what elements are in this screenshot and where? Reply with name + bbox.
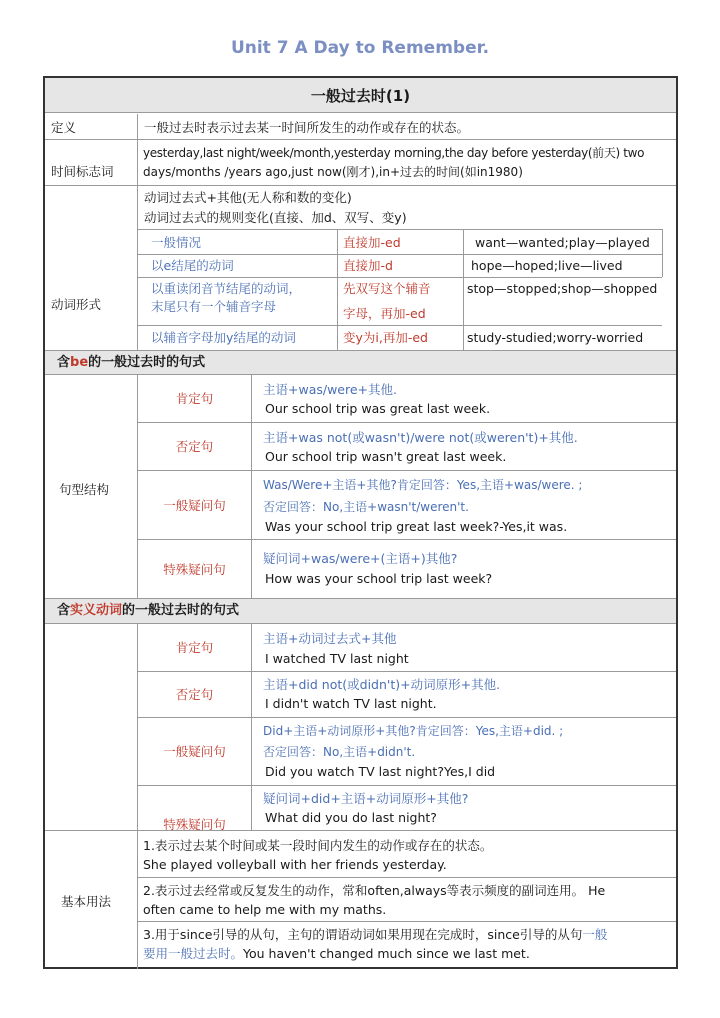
verb-rule-e-ending: 直接加-d: [343, 258, 393, 273]
verb-type-regular: 一般情况: [151, 235, 202, 250]
verb-kind-affirmative: 肯定句: [175, 640, 214, 655]
be-formula-affirmative: 主语+was/were+其他.: [263, 382, 397, 397]
verb-type-double-line1: 以重读闭音节结尾的动词，: [151, 281, 302, 296]
be-example-affirmative: Our school trip was great last week.: [265, 401, 491, 416]
verb-kind-special-question: 特殊疑问句: [163, 816, 226, 832]
verb-rule-double-line2: 字母，再加-ed: [343, 306, 426, 321]
verb-forms-intro1: 动词过去式+其他(无人称和数的变化): [144, 190, 352, 205]
verb-example-double: stop—stopped;shop—shopped: [467, 281, 658, 296]
be-example-negative: Our school trip wasn't great last week.: [265, 449, 507, 464]
verb-type-e-ending: 以e结尾的动词: [151, 258, 234, 273]
verb-example-regular: want—wanted;play—played: [475, 235, 650, 250]
verb-rule-regular: 直接加-ed: [343, 235, 401, 250]
verb-example-y-ending: study-studied;worry-worried: [467, 330, 644, 345]
verb-type-y-ending: 以辅音字母加y结尾的动词: [151, 330, 296, 345]
verb-section-header: 含实义动词的一般过去时的句式: [45, 599, 676, 624]
be-formula-question-line2: 否定回答：No,主语+wasn't/weren't.: [263, 500, 469, 514]
usage-item-2-line1: 2.表示过去经常或反复发生的动作，常和often,always等表示频度的副词连用。 He: [143, 883, 606, 898]
verb-rule-y-ending: 变y为i,再加-ed: [343, 330, 428, 345]
usage-item-3-line2: 要用一般过去时。You haven't changed much since we last met.: [143, 946, 530, 961]
verb-formula-question-line1: Did+主语+动词原形+其他?肯定回答：Yes,主语+did. ;: [263, 724, 564, 738]
be-formula-negative: 主语+was not(或wasn't)/were not(或weren't)+其他.: [263, 430, 578, 445]
be-kind-special-question: 特殊疑问句: [163, 561, 226, 577]
verb-example-negative: I didn't watch TV last night.: [265, 696, 437, 711]
usage-item-3-line1: 3.用于since引导的从句，主句的谓语动词如果用现在完成时，since引导的从句一般: [143, 927, 608, 942]
verb-forms-label: 动词形式: [51, 297, 102, 312]
verb-kind-negative: 否定句: [175, 687, 214, 702]
definition-label: 定义: [51, 120, 77, 135]
verb-example-special: What did you do last night?: [265, 810, 437, 825]
be-formula-special: 疑问词+was/were+(主语+)其他?: [263, 551, 458, 566]
usage-item-1-line2: She played volleyball with her friends yesterday.: [143, 857, 447, 872]
time-markers-line1: yesterday,last night/week/month,yesterday morning,the day before yesterday(前天) two: [143, 146, 645, 160]
sentence-structure-label: 句型结构: [59, 482, 110, 497]
verb-type-double-line2: 末尾只有一个辅音字母: [151, 299, 277, 314]
be-formula-question-line1: Was/Were+主语+其他?肯定回答：Yes,主语+was/were. ;: [263, 478, 583, 492]
usage-item-1-line1: 1.表示过去某个时间或某一段时间内发生的动作或存在的状态。: [143, 838, 493, 853]
be-kind-negative: 否定句: [175, 439, 214, 454]
page-title: Unit 7 A Day to Remember.: [230, 38, 490, 58]
verb-forms-intro2: 动词过去式的规则变化(直接、加d、双写、变y): [144, 210, 407, 225]
be-example-question: Was your school trip great last week?-Yes,it was.: [265, 519, 568, 534]
be-example-special: How was your school trip last week?: [265, 571, 493, 586]
usage-item-2-line2: often came to help me with my maths.: [143, 902, 387, 917]
grammar-table: [43, 76, 678, 969]
be-section-header: 含be的一般过去时的句式: [45, 350, 676, 375]
be-kind-general-question: 一般疑问句: [163, 497, 226, 513]
verb-rule-double-line1: 先双写这个辅音: [343, 281, 431, 296]
verb-example-e-ending: hope—hoped;live—lived: [471, 258, 623, 273]
verb-formula-negative: 主语+did not(或didn't)+动词原形+其他.: [263, 677, 501, 692]
be-kind-affirmative: 肯定句: [175, 391, 214, 406]
verb-kind-general-question: 一般疑问句: [163, 744, 226, 759]
usage-label: 基本用法: [61, 894, 112, 909]
table-header: 一般过去时(1): [45, 78, 676, 113]
time-markers-line2: days/months /years ago,just now(刚才),in+过去的时间(如in1980): [143, 165, 523, 179]
verb-example-affirmative: I watched TV last night: [265, 651, 409, 666]
verb-example-question: Did you watch TV last night?Yes,I did: [265, 764, 496, 779]
definition-text: 一般过去时表示过去某一时间所发生的动作或存在的状态。: [144, 120, 470, 135]
verb-formula-question-line2: 否定回答：No,主语+didn't.: [263, 745, 416, 759]
time-markers-label: 时间标志词: [51, 164, 114, 179]
verb-formula-special: 疑问词+did+主语+动词原形+其他?: [263, 791, 469, 806]
verb-formula-affirmative: 主语+动词过去式+其他: [263, 631, 397, 646]
